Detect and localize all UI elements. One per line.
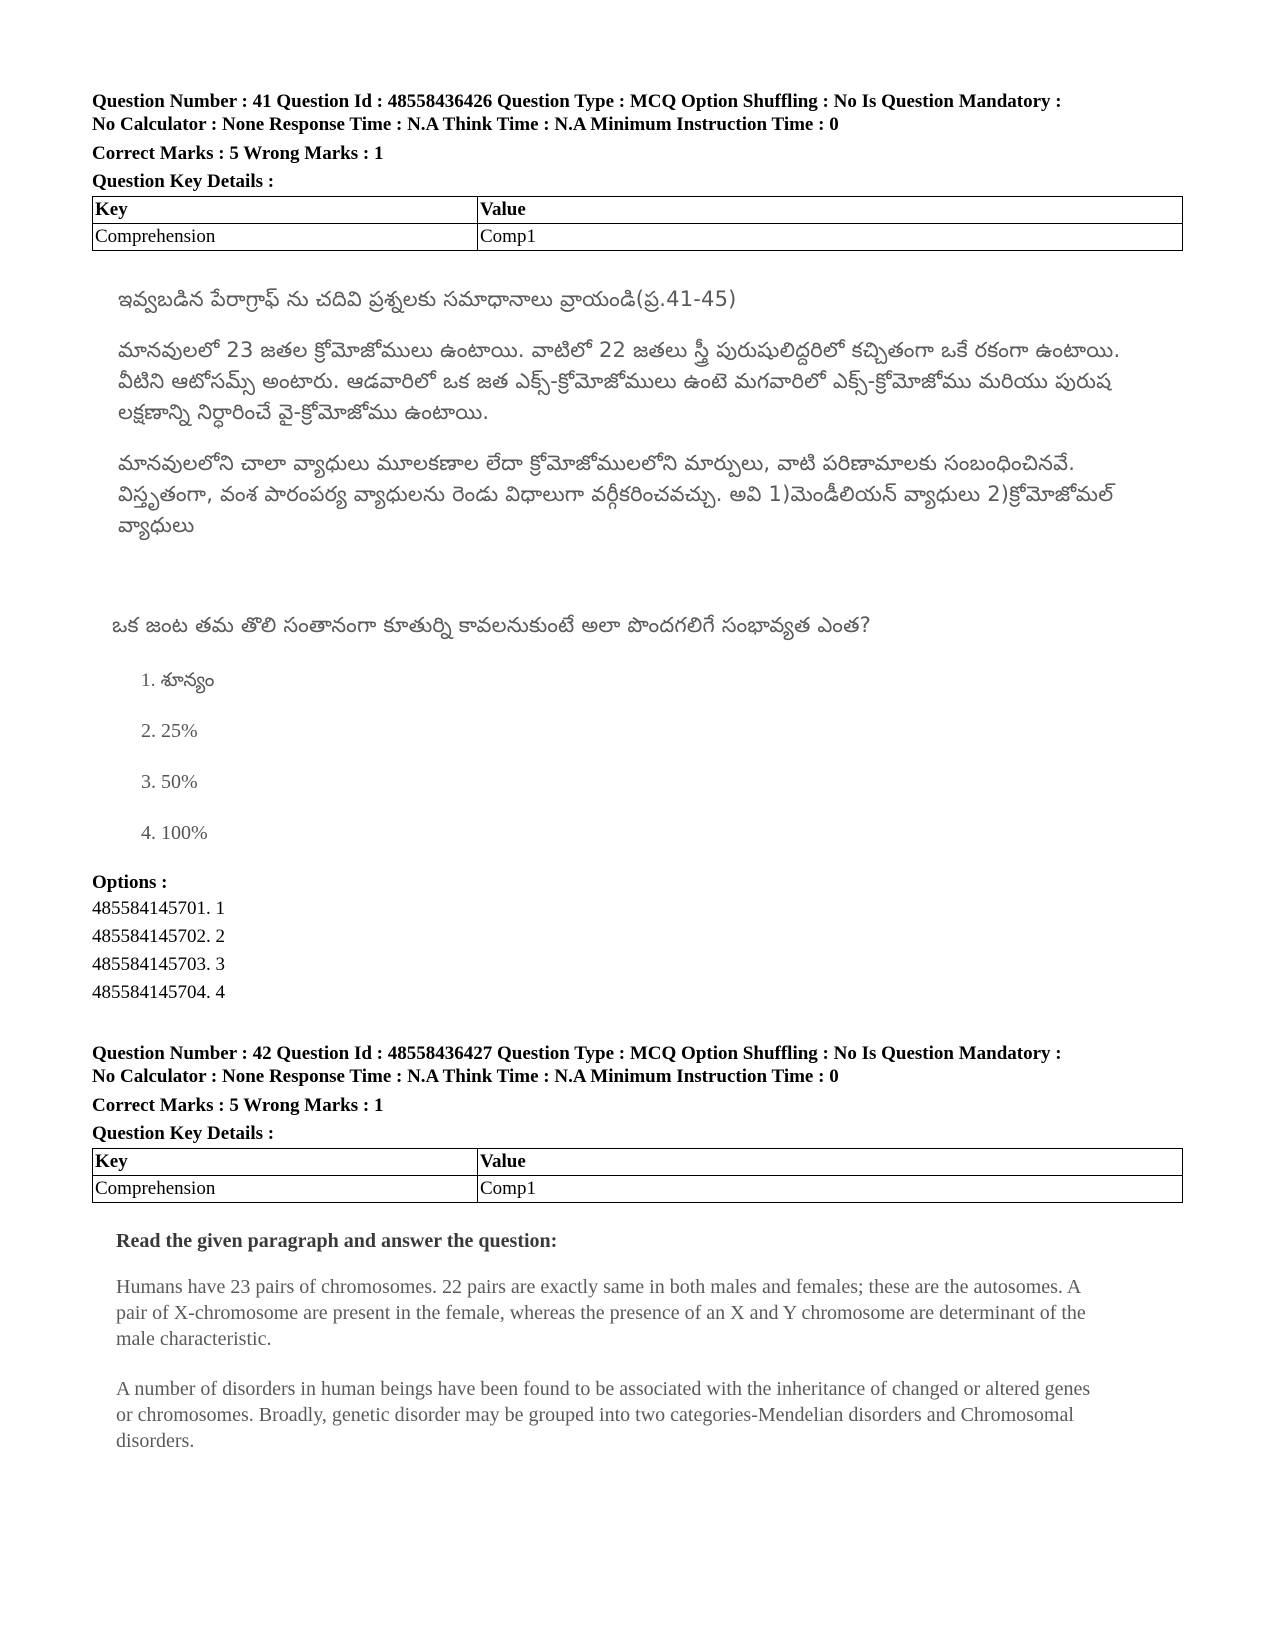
q42-meta-line1: Question Number : 42 Question Id : 48558436427 Question Type : MCQ Option Shuffling : No Is Question Mandatory : [92,1043,1062,1064]
q41-paragraph-1: మానవులలో 23 జతల క్రోమోజోములు ఉంటాయి. వాటిలో 22 జతలు స్త్రీ పురుషులిద్దరిలో కచ్చితంగా ఒకే రకంగా ఉంటాయి. వీటిని ఆటోసమ్స్ అంటారు. ఆడవారిలో ఒక జత ఎక్స్-క్రోమోజోములు ఉంటె మగవారిలో ఎక్స్-క్రోమోజోము మరియు పురుష లక్షణాన్ని నిర్ధారించే వై-క్రోమోజోము ఉంటాయి. [118,338,1121,424]
table-cell-value: Comp1 [478,1176,1183,1203]
q41-header [92,90,1183,136]
table-cell-key: Comprehension [93,1176,478,1203]
q42-meta-line2: No Calculator : None Response Time : N.A Think Time : N.A Minimum Instruction Time : 0 [92,1066,839,1087]
table-header-value: Value [478,1149,1183,1176]
q42-paragraph-1: Humans have 23 pairs of chromosomes. 22 pairs are exactly same in both males and females; these are the autosomes. A pair of X-chromosome are present in the female, whereas the presence of an X and Y chromosome are determinant of the male characteristic. [116,1276,1086,1350]
q42-key-details-label: Question Key Details : [92,1123,275,1144]
q41-choice-3: 3. 50% [141,771,198,793]
table-row [93,1149,1183,1176]
q42-key-table-wrap [92,1148,1183,1203]
q41-paragraph-2: మానవులలోని చాలా వ్యాధులు మూలకణాల లేదా క్రోమోజోములలోని మార్పులు, వాటి పరిణామాలకు సంబంధించినవే. విస్తృతంగా, వంశ పారంపర్య వ్యాధులను రెండు విధాలుగా వర్గీకరించవచ్చు. అవి 1)మెండీలియన్ వ్యాధులు 2)క్రోమోజోమల్ వ్యాధులు [118,451,1114,537]
list-item: 485584145701. 1 [92,898,225,919]
q41-instruction: ఇవ్వబడిన పేరాగ్రాఫ్ ను చదివి ప్రశ్నలకు సమాధానాలు వ్రాయండి(ప్ర.41-45) [118,287,737,311]
table-row [93,1176,1183,1203]
q42-header [92,1042,1183,1088]
q41-choice-1: 1. శూన్యం [141,670,215,691]
table-cell-key: Comprehension [93,224,478,251]
q41-options-list [92,895,1183,1007]
table-header-value: Value [478,197,1183,224]
q41-marks: Correct Marks : 5 Wrong Marks : 1 [92,143,384,164]
table-row [93,224,1183,251]
q41-key-table-wrap [92,196,1183,251]
table-header-key: Key [93,197,478,224]
q41-meta-line2: No Calculator : None Response Time : N.A Think Time : N.A Minimum Instruction Time : 0 [92,114,839,135]
list-item: 485584145702. 2 [92,926,225,947]
table-header-key: Key [93,1149,478,1176]
list-item: 485584145704. 4 [92,982,225,1003]
q41-options-label: Options : [92,872,168,893]
table-cell-value: Comp1 [478,224,1183,251]
q42-key-table [92,1148,1183,1203]
q41-key-details-label: Question Key Details : [92,171,275,192]
q41-question-text: ఒక జంట తమ తొలి సంతానంగా కూతుర్ని కావలనుకుంటే అలా పొందగలిగే సంభావ్యత ఎంత? [112,613,872,637]
q42-marks: Correct Marks : 5 Wrong Marks : 1 [92,1095,384,1116]
q42-instruction: Read the given paragraph and answer the question: [116,1230,558,1252]
list-item: 485584145703. 3 [92,954,225,975]
q41-choice-4: 4. 100% [141,822,208,844]
q41-meta-line1: Question Number : 41 Question Id : 48558436426 Question Type : MCQ Option Shuffling : No Is Question Mandatory : [92,91,1062,112]
table-row [93,197,1183,224]
q42-paragraph-2: A number of disorders in human beings have been found to be associated with the inheritance of changed or altered genes or chromosomes. Broadly, genetic disorder may be grouped into two categories-Mendelian disorders and Chromosomal disorders. [116,1378,1091,1452]
q41-key-table [92,196,1183,251]
q41-choice-2: 2. 25% [141,720,198,742]
